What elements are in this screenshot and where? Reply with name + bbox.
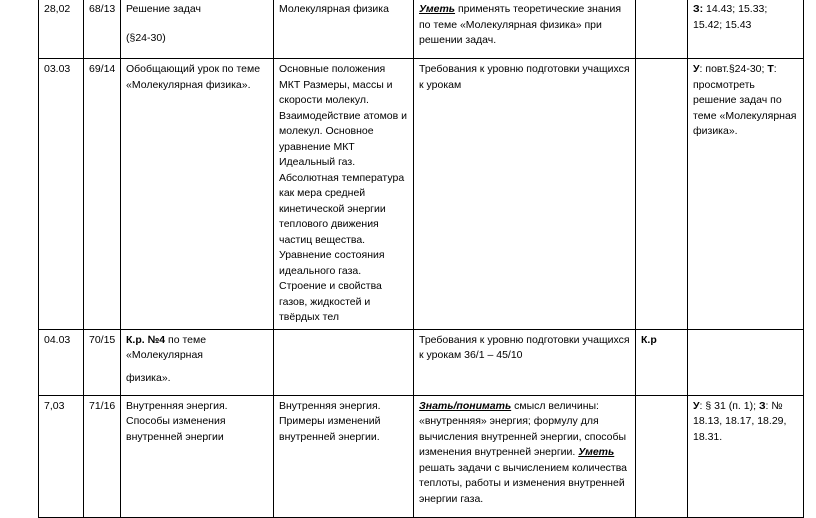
control-cell (636, 395, 688, 517)
homework-label: У (693, 63, 700, 75)
topic-cell (121, 0, 274, 59)
requirement-text: смысл величины: «внутренняя» энергия; формулу для вычисления внутренней энергии, способы изменения внутренней энергии. (419, 399, 627, 458)
date-text: 04.03 (44, 333, 71, 346)
homework-text: 14.43; 15.33; 15.42; 15.43 (693, 3, 768, 31)
homework-text: : № 18.13, 18.17, 18.29, 18.31. (693, 399, 787, 443)
control-cell (636, 329, 688, 395)
topic-cell (121, 59, 274, 330)
homework-label: Т (767, 63, 774, 75)
homework-text: : § 31 (п. 1); (699, 399, 759, 412)
topic-text-continued: физика». (126, 371, 171, 384)
date-text: 7,03 (44, 399, 65, 412)
topic-paragraphs: (§24-30) (126, 31, 166, 44)
homework-cell (688, 0, 804, 59)
requirement-text: Требования к уровню подготовки учащихся к урокам 36/1 – 45/10 (419, 333, 630, 361)
homework-cell (688, 395, 804, 517)
requirement-text: Требования к уровню подготовки учащихся к урокам (419, 63, 630, 91)
test-label: К.р. №4 (126, 333, 166, 346)
control-cell (636, 0, 688, 59)
topic-text: Обобщающий урок по теме «Молекулярная физика». (126, 63, 261, 91)
lesson-number-cell (84, 395, 121, 517)
lesson-number-text: 70/15 (89, 333, 116, 346)
lesson-number-cell (84, 59, 121, 330)
topic-text: Решение задач (126, 3, 201, 15)
homework-text: : просмотреть решение задач по теме «Молекулярная физика». (693, 63, 797, 137)
content-text: Внутренняя энергия. Примеры изменений внутренней энергии. (279, 399, 381, 443)
date-text: 03.03 (44, 63, 71, 75)
content-cell (274, 395, 414, 517)
topic-text: по теме «Молекулярная (126, 333, 207, 361)
homework-label: З (758, 399, 766, 412)
table-row (39, 59, 804, 330)
table-row (39, 329, 804, 395)
homework-cell (688, 329, 804, 395)
homework-text: : повт.§24-30; (699, 63, 768, 75)
lesson-number-text: 69/14 (89, 63, 116, 75)
homework-cell (688, 59, 804, 330)
requirement-keyword: Уметь (578, 446, 615, 458)
content-cell (274, 329, 414, 395)
topic-text: Внутренняя энергия. Способы изменения внутренней энергии (126, 399, 228, 443)
requirement-keyword: Уметь (419, 3, 456, 15)
table-row (39, 395, 804, 517)
date-cell (39, 395, 84, 517)
requirements-cell (414, 59, 636, 330)
table-row (39, 0, 804, 59)
content-text: Молекулярная физика (279, 3, 389, 15)
lesson-number-text: 71/16 (89, 399, 116, 412)
topic-cell (121, 329, 274, 395)
date-cell (39, 329, 84, 395)
lesson-number-cell (84, 0, 121, 59)
requirements-cell (414, 329, 636, 395)
control-text: К.р (641, 333, 657, 346)
date-text: 28,02 (44, 3, 71, 15)
homework-label: У (693, 399, 700, 412)
requirement-keyword: Знать/понимать (419, 399, 512, 412)
requirement-text: применять теоретические знания по теме «Молекулярная физика» при решении задач. (419, 3, 622, 46)
date-cell (39, 0, 84, 59)
lesson-number-text: 68/13 (89, 3, 116, 15)
content-cell (274, 0, 414, 59)
homework-label: З: (693, 3, 704, 15)
content-cell (274, 59, 414, 330)
lesson-plan-table (38, 0, 804, 518)
lesson-number-cell (84, 329, 121, 395)
date-cell (39, 59, 84, 330)
requirements-cell (414, 395, 636, 517)
content-text: Основные положения МКТ Размеры, массы и скорости молекул. Взаимодействие атомов и молекул. Основное уравнение МКТ Идеальный газ. Абсолютная температура как мера средней кинетической энергии теплового движения частиц вещества. Уравнение состояния идеального газа. Строение и свойства газов, жидкостей и твёрдых тел (279, 63, 407, 323)
requirement-text: решать задачи с вычислением количества теплоты, работы и изменения внутренней энергии газа. (419, 461, 628, 505)
requirements-cell (414, 0, 636, 59)
control-cell (636, 59, 688, 330)
topic-cell (121, 395, 274, 517)
